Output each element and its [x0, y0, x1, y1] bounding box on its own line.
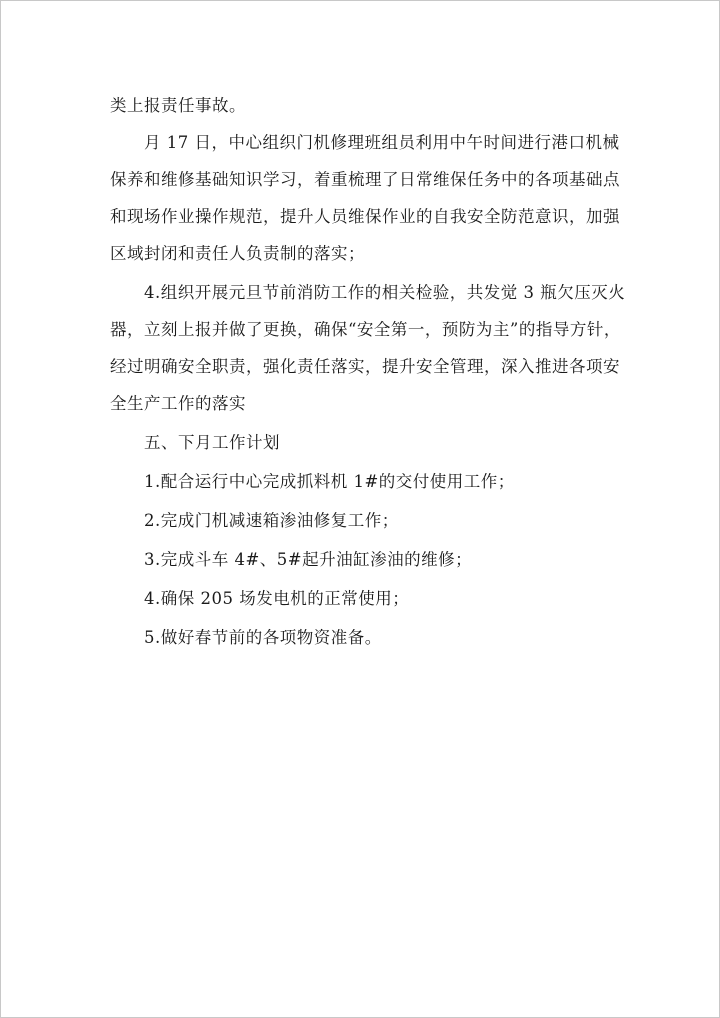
text-line: 区域封闭和责任人负责制的落实；: [110, 244, 365, 263]
text-line: 类上报责任事故。: [110, 96, 246, 115]
list-item: 3.完成斗车 4#、5#起升油缸渗油的维修；: [144, 550, 473, 569]
text-line: 经过明确安全职责，强化责任落实，提升安全管理，深入推进各项安: [110, 357, 620, 376]
list-item: 2.完成门机减速箱渗油修复工作；: [144, 511, 399, 530]
list-item: 5.做好春节前的各项物资准备。: [144, 628, 382, 647]
list-item: 4.确保 205 场发电机的正常使用；: [144, 589, 410, 608]
text-line: 月 17 日，中心组织门机修理班组员利用中午时间进行港口机械: [144, 133, 620, 152]
text-line: 4.组织开展元旦节前消防工作的相关检验，共发觉 3 瓶欠压灭火: [144, 283, 626, 302]
section-heading: 五、下月工作计划: [144, 433, 280, 452]
list-item: 1.配合运行中心完成抓料机 1#的交付使用工作；: [144, 472, 515, 491]
text-line: 和现场作业操作规范，提升人员维保作业的自我安全防范意识，加强: [110, 207, 620, 226]
text-line: 保养和维修基础知识学习，着重梳理了日常维保任务中的各项基础点: [110, 170, 620, 189]
text-line: 全生产工作的落实: [110, 394, 246, 413]
text-line: 器，立刻上报并做了更换，确保“安全第一，预防为主”的指导方针，: [110, 320, 621, 339]
